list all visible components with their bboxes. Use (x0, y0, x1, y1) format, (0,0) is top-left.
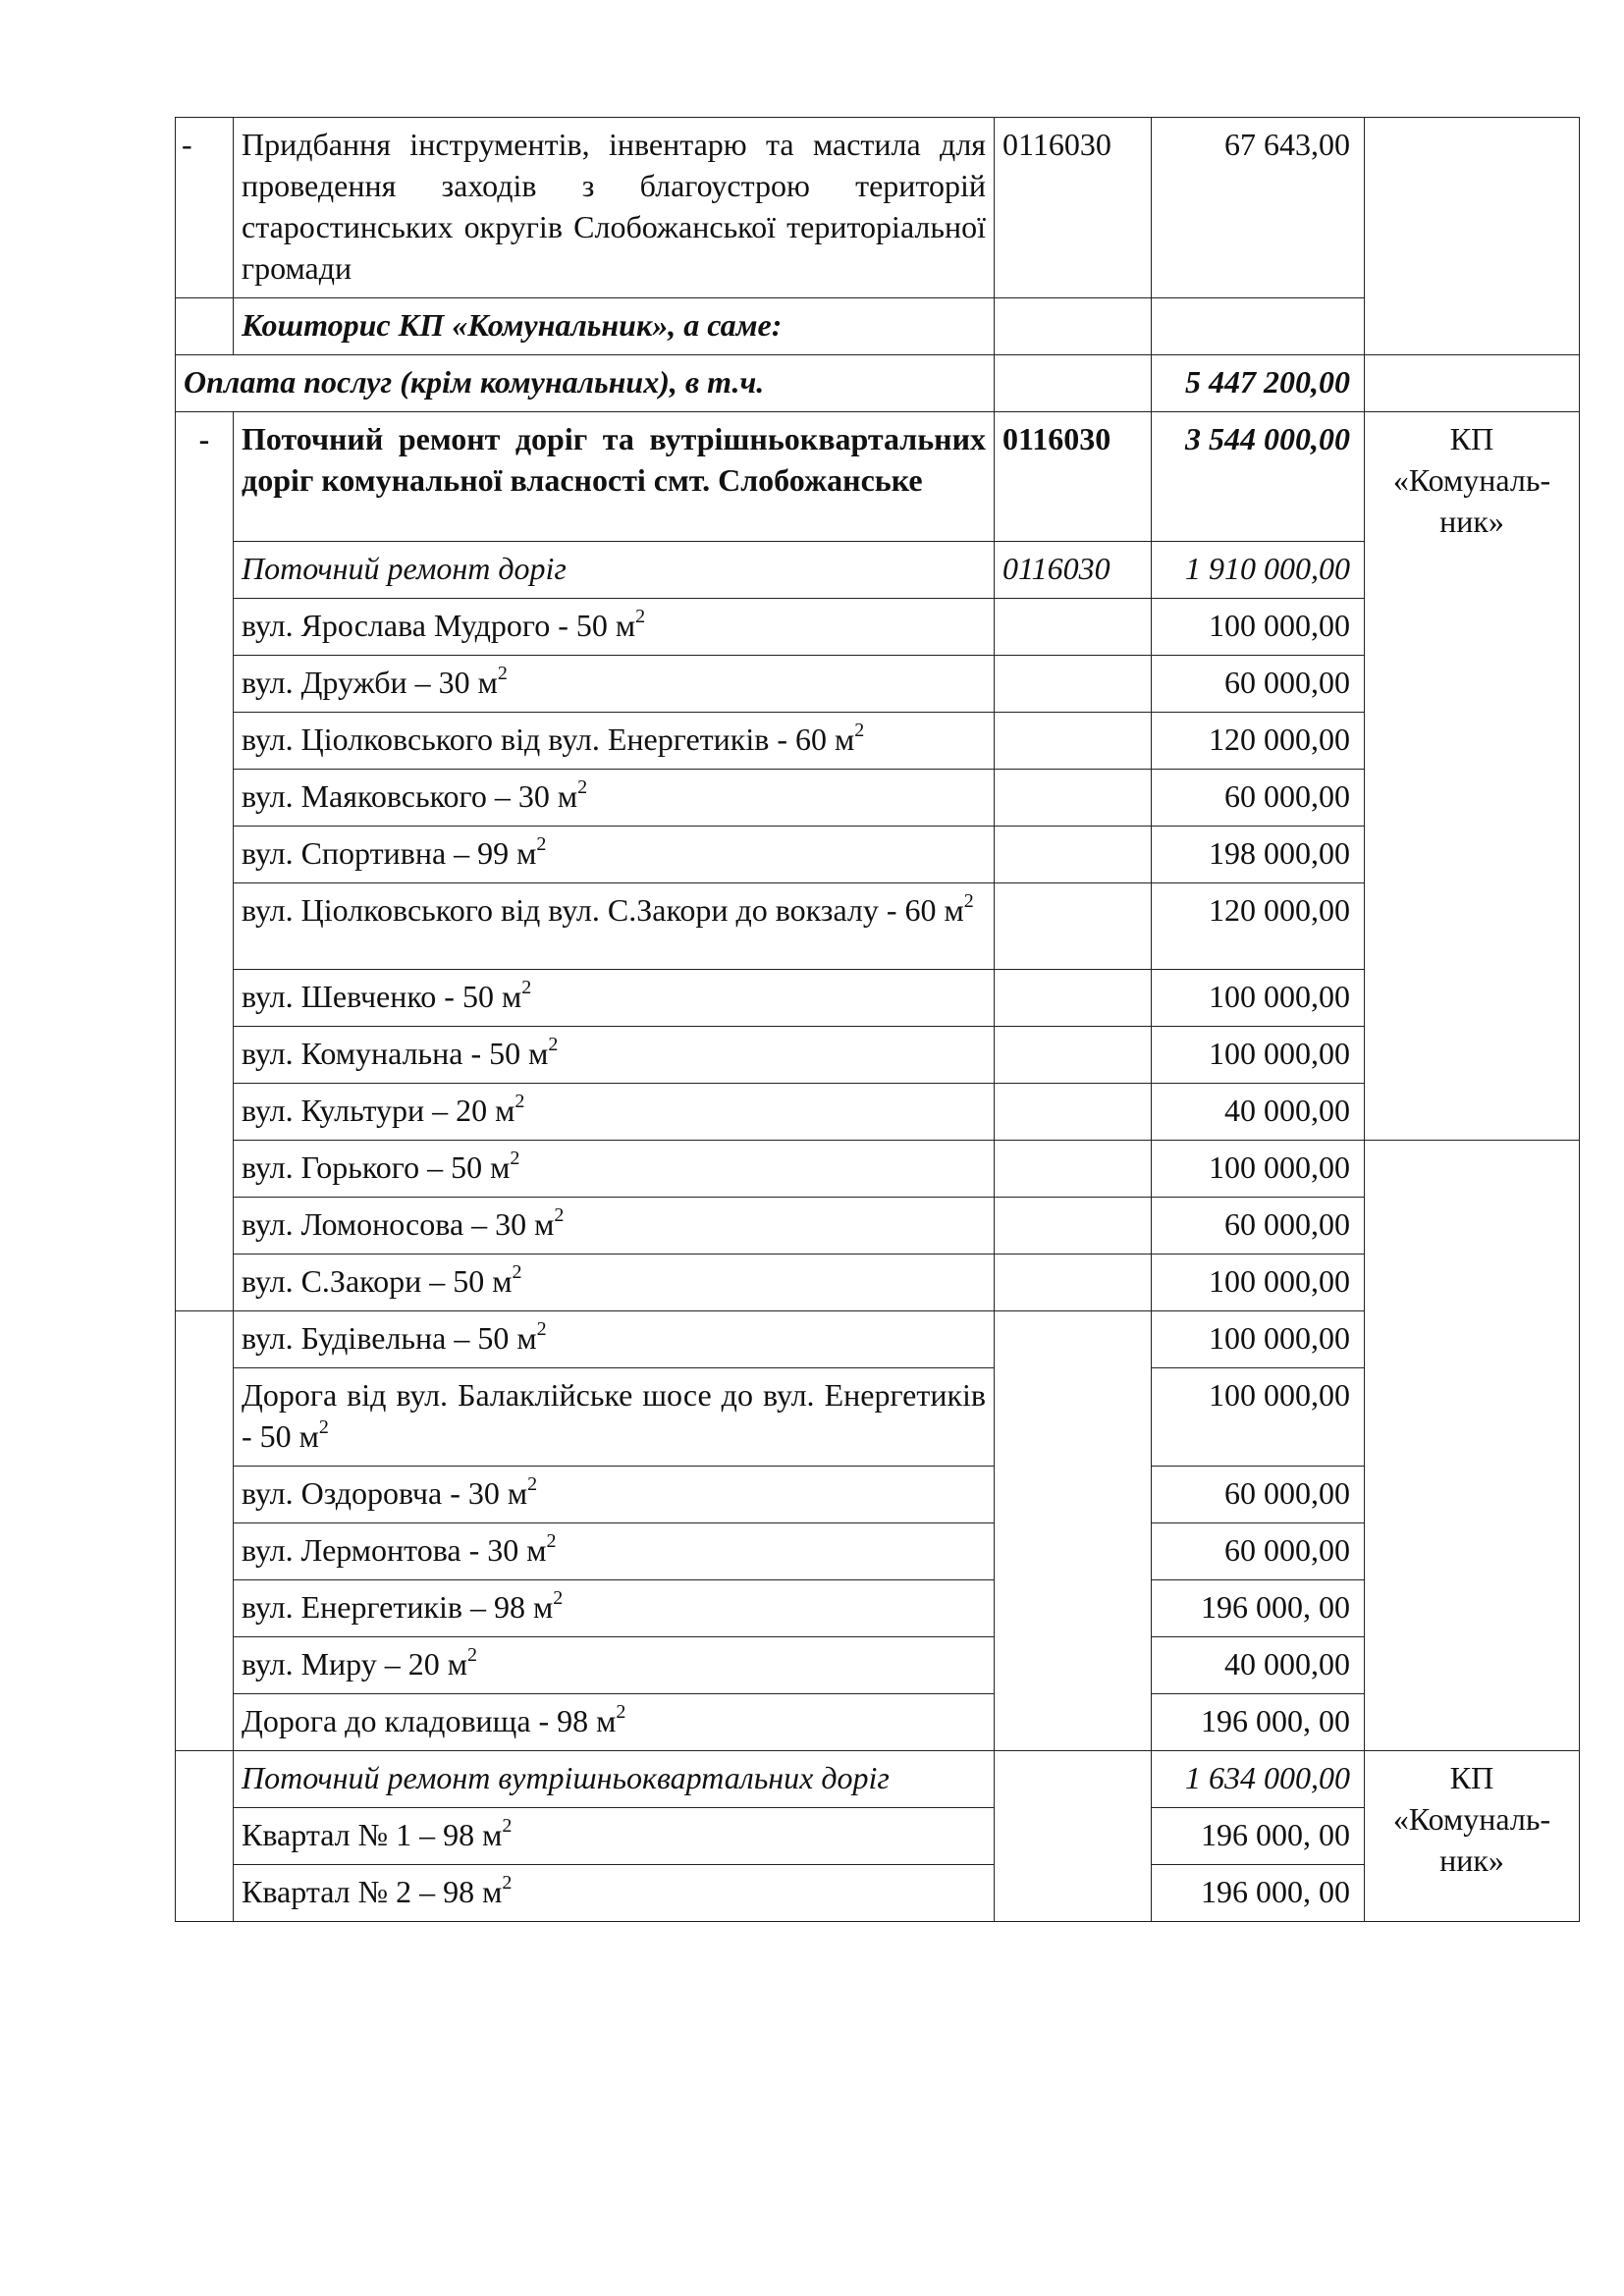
executor-cell: КП «Комуналь-ник» (1365, 1751, 1580, 1922)
amount: 40 000,00 (1152, 1084, 1365, 1141)
executor-cell (1365, 118, 1580, 355)
row-marker: - (176, 412, 234, 1311)
street-item: вул. Шевченко - 50 $м^2$ (234, 970, 995, 1027)
amount: 100 000,00 (1152, 1368, 1365, 1467)
street-item: вул. С.Закори – 50 $м^2$ (234, 1255, 995, 1311)
budget-code (995, 1084, 1152, 1141)
amount: 120 000,00 (1152, 883, 1365, 970)
amount: 40 000,00 (1152, 1637, 1365, 1694)
quarter-item: Квартал № 2 – 98 $м^2$ (234, 1865, 995, 1922)
amount: 3 544 000,00 (1152, 412, 1365, 542)
street-item: вул. Ярослава Мудрого - 50 $м^2$ (234, 599, 995, 656)
budget-code: 0116030 (995, 542, 1152, 599)
budget-table (175, 117, 1580, 1922)
street-item: вул. Горького – 50 $м^2$ (234, 1141, 995, 1198)
street-item: вул. Лермонтова - 30 $м^2$ (234, 1523, 995, 1580)
budget-code (995, 1141, 1152, 1198)
amount: 100 000,00 (1152, 1141, 1365, 1198)
budget-code (995, 883, 1152, 970)
budget-code (995, 1255, 1152, 1311)
subsection-heading: Поточний ремонт доріг (234, 542, 995, 599)
item-description: Придбання інструментів, інвентарю та мастила для проведення заходів з благоустрою територій старостинських округів Слобожанської територіальної громади (234, 118, 995, 298)
table-row (176, 118, 1580, 298)
executor-cell (1365, 1141, 1580, 1311)
street-item: вул. Дружби – 30 $м^2$ (234, 656, 995, 713)
budget-code (995, 355, 1152, 412)
amount: 1 634 000,00 (1152, 1751, 1365, 1808)
amount: 120 000,00 (1152, 713, 1365, 770)
table-row (176, 1751, 1580, 1808)
budget-code (995, 970, 1152, 1027)
street-item: вул. Культури – 20 $м^2$ (234, 1084, 995, 1141)
budget-code (995, 599, 1152, 656)
executor-cell (1365, 1311, 1580, 1751)
budget-code: 0116030 (995, 118, 1152, 298)
amount: 5 447 200,00 (1152, 355, 1365, 412)
budget-code (995, 770, 1152, 827)
amount: 198 000,00 (1152, 827, 1365, 883)
amount: 1 910 000,00 (1152, 542, 1365, 599)
street-item: вул. Ломоносова – 30 $м^2$ (234, 1198, 995, 1255)
row-marker (176, 298, 234, 355)
budget-code: 0116030 (995, 412, 1152, 542)
street-item: вул. Спортивна – 99 $м^2$ (234, 827, 995, 883)
amount: 100 000,00 (1152, 1027, 1365, 1084)
amount: 60 000,00 (1152, 1523, 1365, 1580)
subsection-heading: Поточний ремонт вутрішньоквартальних доріг (234, 1751, 995, 1808)
amount: 196 000, 00 (1152, 1865, 1365, 1922)
item-description: Поточний ремонт доріг та вутрішньоквартальних доріг комунальної власності смт. Слобожанське (234, 412, 995, 542)
amount: 100 000,00 (1152, 599, 1365, 656)
quarter-item: Квартал № 1 – 98 $м^2$ (234, 1808, 995, 1865)
budget-code (995, 827, 1152, 883)
table-row (176, 355, 1580, 412)
amount: 67 643,00 (1152, 118, 1365, 298)
budget-code (995, 1751, 1152, 1922)
budget-code (995, 656, 1152, 713)
row-marker (176, 1311, 234, 1751)
street-item: вул. Ціолковського від вул. С.Закори до вокзалу - 60 $м^2$ (234, 883, 995, 970)
amount: 60 000,00 (1152, 770, 1365, 827)
street-item: вул. Комунальна - 50 $м^2$ (234, 1027, 995, 1084)
street-item: Дорога до кладовища - 98 $м^2$ (234, 1694, 995, 1751)
street-item: Дорога від вул. Балаклійське шосе до вул. Енергетиків - 50 $м^2$ (234, 1368, 995, 1467)
amount: 100 000,00 (1152, 1255, 1365, 1311)
executor-cell: КП «Комуналь-ник» (1365, 412, 1580, 1141)
row-marker (176, 1751, 234, 1922)
street-item: вул. Маяковського – 30 $м^2$ (234, 770, 995, 827)
budget-code (995, 713, 1152, 770)
amount: 196 000, 00 (1152, 1580, 1365, 1637)
amount: 196 000, 00 (1152, 1694, 1365, 1751)
section-heading: Кошторис КП «Комунальник», а саме: (234, 298, 995, 355)
street-item: вул. Ціолковського від вул. Енергетиків - 60 $м^2$ (234, 713, 995, 770)
amount: 60 000,00 (1152, 1467, 1365, 1523)
budget-code (995, 1311, 1152, 1751)
budget-code (995, 1198, 1152, 1255)
amount: 100 000,00 (1152, 1311, 1365, 1368)
street-item: вул. Енергетиків – 98 $м^2$ (234, 1580, 995, 1637)
budget-code (995, 298, 1152, 355)
budget-code (995, 1027, 1152, 1084)
street-item: вул. Оздоровча - 30 $м^2$ (234, 1467, 995, 1523)
amount: 60 000,00 (1152, 1198, 1365, 1255)
executor-cell (1365, 355, 1580, 412)
table-row (176, 412, 1580, 542)
amount: 100 000,00 (1152, 970, 1365, 1027)
row-marker: - (176, 118, 234, 298)
street-item: вул. Миру – 20 $м^2$ (234, 1637, 995, 1694)
street-item: вул. Будівельна – 50 $м^2$ (234, 1311, 995, 1368)
table-row (176, 1311, 1580, 1368)
amount (1152, 298, 1365, 355)
amount: 196 000, 00 (1152, 1808, 1365, 1865)
amount: 60 000,00 (1152, 656, 1365, 713)
section-total-label: Оплата послуг (крім комунальних), в т.ч. (176, 355, 995, 412)
table-row (176, 1141, 1580, 1198)
